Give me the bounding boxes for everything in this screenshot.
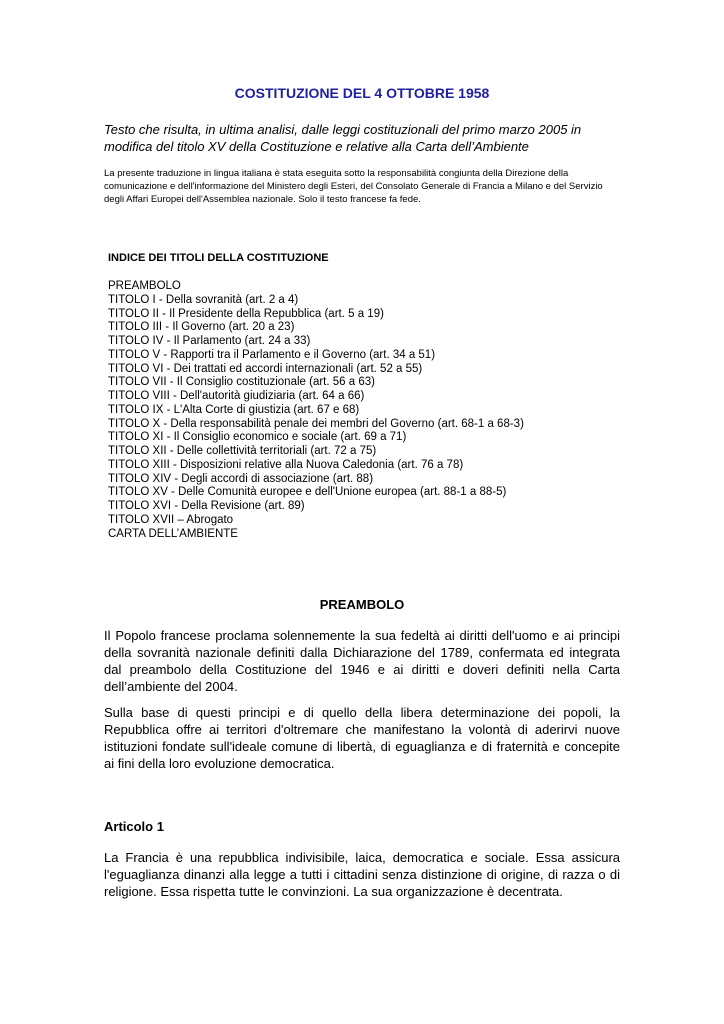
index-item: TITOLO IV - Il Parlamento (art. 24 a 33): [108, 335, 311, 347]
index-item: TITOLO XV - Delle Comunità europee e dell'Unione europea (art. 88-1 a 88-5): [108, 486, 507, 499]
preamble-heading: PREAMBOLO: [319, 597, 405, 612]
index-item: TITOLO IX - L'Alta Corte di giustizia (art. 67 e 68): [108, 403, 360, 416]
document-title: COSTITUZIONE DEL 4 OTTOBRE 1958: [234, 85, 490, 101]
index-item: TITOLO XIII - Disposizioni relative alla Nuova Caledonia (art. 76 a 78): [108, 458, 464, 471]
index-item: CARTA DELL’AMBIENTE: [108, 527, 238, 540]
index-item: TITOLO X - Della responsabilità penale dei membri del Governo (art. 68-1 a 68-3): [108, 417, 524, 430]
preamble-paragraph: Il Popolo francese proclama solennemente la sua fedeltà ai diritti dell'uomo e ai principi della sovranità nazionale definiti dalla Dichiarazione del 1789, confermata ed integrata dal preambolo della Costituzione del 1946 e ai diritti e doveri definiti nella Carta dell’ambiente del 2004.: [104, 628, 620, 694]
index-item: TITOLO III - Il Governo (art. 20 a 23): [108, 321, 295, 334]
article-1-paragraph: La Francia è una repubblica indivisibile, laica, democratica e sociale. Essa assicura l'eguaglianza dinanzi alla legge a tutti i cittadini senza distinzione di origine, di razza o di religione. Essa rispetta tutte le convinzioni. La sua organizzazione è decentrata.: [104, 850, 620, 899]
index-item: TITOLO XI - Il Consiglio economico e sociale (art. 69 a 71): [108, 431, 407, 444]
translation-note: La presente traduzione in lingua italiana è stata eseguita sotto la responsabilità congiunta della Direzione della comunicazione e dell'informazione del Ministero degli Esteri, del Consolato Generale di Francia a Milano e del Servizio degli Affari Europei dell'Assemblea nazionale. Solo il testo francese fa fede.: [104, 168, 603, 205]
index-item: TITOLO XVII – Abrogato: [108, 513, 234, 526]
document-subtitle: Testo che risulta, in ultima analisi, dalle leggi costituzionali del primo marzo 2005 in modifica del titolo XV della Costituzione e relative alla Carta dell’Ambiente: [104, 122, 582, 154]
index-item: TITOLO XII - Delle collettività territoriali (art. 72 a 75): [108, 445, 377, 457]
index-item: TITOLO II - Il Presidente della Repubblica (art. 5 a 19): [108, 307, 384, 320]
article-1-heading: Articolo 1: [104, 819, 164, 834]
index-item: PREAMBOLO: [108, 280, 181, 292]
index-item: TITOLO XIV - Degli accordi di associazione (art. 88): [108, 472, 374, 485]
index-item: TITOLO XVI - Della Revisione (art. 89): [108, 500, 305, 512]
index-list: [108, 280, 524, 541]
index-heading: INDICE DEI TITOLI DELLA COSTITUZIONE: [108, 252, 329, 264]
index-item: TITOLO VI - Dei trattati ed accordi internazionali (art. 52 a 55): [108, 362, 423, 375]
index-item: TITOLO I - Della sovranità (art. 2 a 4): [108, 293, 299, 306]
index-item: TITOLO VII - Il Consiglio costituzionale (art. 56 a 63): [108, 376, 375, 389]
index-item: TITOLO V - Rapporti tra il Parlamento e il Governo (art. 34 a 51): [108, 348, 436, 361]
preamble-paragraph: Sulla base di questi principi e di quello della libera determinazione dei popoli, la Repubblica offre ai territori d'oltremare che manifestano la volontà di aderirvi nuove istituzioni fondate sull'ideale comune di libertà, di eguaglianza e di fraternità e concepite ai fini della loro evoluzione democratica.: [104, 705, 620, 771]
index-item: TITOLO VIII - Dell'autorità giudiziaria (art. 64 a 66): [108, 390, 365, 402]
